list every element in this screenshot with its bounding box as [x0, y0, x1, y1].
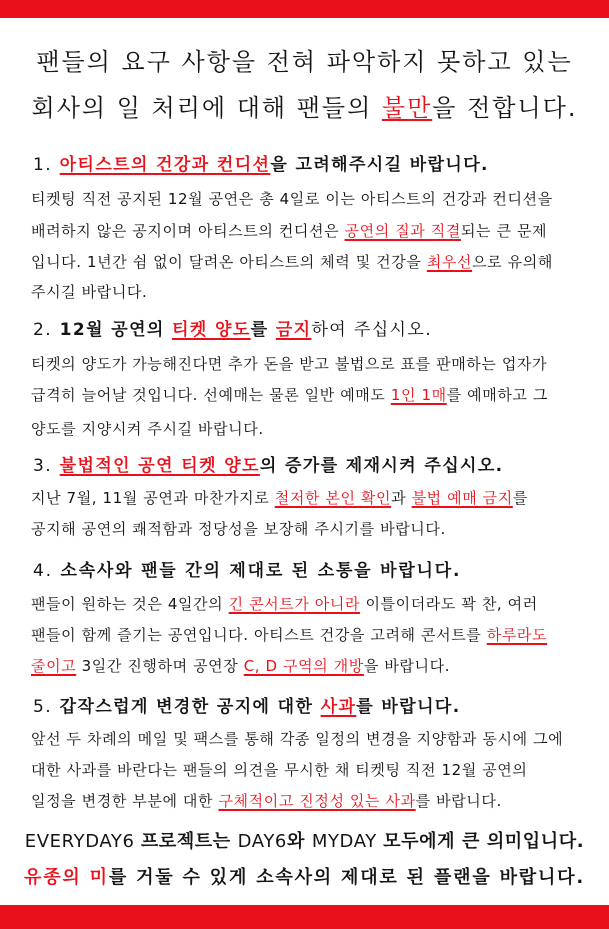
closing-text: 와	[286, 831, 312, 852]
body-text: 주시길 바랍니다.	[31, 283, 148, 301]
section-5-body-line-2	[31, 761, 528, 780]
section-2-body-line-3	[31, 420, 264, 439]
section-3-heading	[33, 455, 504, 477]
section-2-body-line-1	[31, 355, 547, 374]
title-text: 회사의 일 처리에 대해 팬들의	[31, 94, 382, 122]
body-emphasis: 최우선	[426, 253, 473, 271]
section-2-heading	[33, 319, 432, 341]
heading-text: 소속사와 팬들 간의 제대로 된 소통을 바랍니다.	[60, 561, 462, 581]
body-text: 이틀이더라도 꽉 찬, 여러	[360, 595, 538, 613]
body-text: 양도를 지양시켜 주시길 바랍니다.	[31, 420, 264, 438]
body-text: 지난 7월, 11월 공연과 마찬가지로	[31, 489, 275, 507]
section-number: 3.	[33, 456, 53, 476]
heading-text: 을 고려해주시길 바랍니다.	[270, 155, 489, 175]
heading-text: 12월 공연의	[59, 320, 173, 340]
section-3-body-line-1	[31, 489, 528, 508]
section-1-body-line-4	[31, 283, 147, 302]
body-emphasis: 불법 예매 금지	[411, 489, 513, 507]
bottom-red-bar	[0, 905, 609, 929]
section-2-body-line-2	[31, 386, 548, 405]
heading-emphasis: 사과	[320, 697, 357, 717]
body-text: 티켓의 양도가 가능해진다면 추가 돈을 받고 불법으로 표를 판매하는 업자가	[31, 355, 548, 373]
body-text: 되는 큰 문제	[460, 222, 548, 240]
section-1-body-line-1	[31, 190, 553, 209]
body-text: 를	[512, 489, 528, 507]
body-text: 티켓팅 직전 공지된 12월 공연은 총 4일로 이는 아티스트의 건강과 컨디션을	[31, 190, 553, 208]
section-5-body-line-3	[31, 792, 502, 811]
body-text: 공지해 공연의 쾌적함과 정당성을 보장해 주시기를 바랍니다.	[31, 520, 446, 538]
body-emphasis: 구체적이고 진정성 있는 사과	[218, 792, 416, 810]
section-5-heading	[33, 696, 461, 718]
body-text: 입니다. 1년간 쉼 없이 달려온 아티스트의 체력 및 건강을	[31, 253, 427, 271]
body-text: 를 바랍니다.	[415, 792, 502, 810]
section-5-body-line-1	[31, 730, 563, 749]
body-text: 을 바랍니다.	[363, 657, 451, 675]
heading-text: 하여 주십시오.	[311, 320, 433, 340]
body-text: 3일간 진행하며 공연장	[76, 657, 244, 675]
section-4-body-line-2	[31, 626, 547, 645]
body-emphasis: 철저한 본인 확인	[274, 489, 392, 507]
section-1-body-line-3	[31, 253, 553, 272]
closing-text: 를 거둘 수 있게 소속사의 제대로 된 플랜을 바랍니다.	[108, 867, 585, 888]
body-emphasis: 하루라도	[486, 626, 548, 644]
section-4-heading	[33, 560, 461, 582]
section-1-heading	[33, 154, 489, 176]
title-emphasis: 불만	[381, 94, 433, 122]
heading-emphasis: 불법적인 공연 티켓 양도	[59, 456, 260, 476]
section-3-body-line-2	[31, 520, 446, 539]
section-4-body-line-1	[31, 595, 538, 614]
title-text: 을 전합니다.	[432, 94, 578, 122]
heading-emphasis: 금지	[275, 320, 312, 340]
body-text: 일정을 변경한 부분에 대한	[31, 792, 219, 810]
heading-emphasis: 티켓 양도	[172, 320, 251, 340]
body-text: 으로 유의해	[472, 253, 553, 271]
closing-text: MYDAY	[311, 831, 384, 852]
body-emphasis: C, D 구역의 개방	[243, 657, 364, 675]
section-number: 4.	[33, 561, 53, 581]
title-line-1: 팬들의 요구 사항을 전혀 파악하지 못하고 있는	[36, 48, 573, 76]
heading-emphasis: 아티스트의 건강과 컨디션	[59, 155, 271, 175]
body-emphasis: 줄이고	[31, 657, 77, 675]
body-text: 급격히 늘어날 것입니다. 선예매는 물론 일반 예매도	[31, 386, 391, 404]
closing-text: EVERYDAY6	[24, 831, 141, 852]
body-text: 과	[391, 489, 412, 507]
title-line-2	[0, 93, 609, 123]
section-4-body-line-3	[31, 657, 450, 676]
top-red-bar	[0, 0, 609, 18]
body-text: 팬들이 원하는 것은 4일간의	[31, 595, 229, 613]
body-text: 를 예매하고 그	[446, 386, 548, 404]
section-number: 1.	[33, 155, 53, 175]
body-emphasis: 긴 콘서트가 아니라	[228, 595, 361, 613]
section-1-body-line-2	[31, 222, 547, 241]
closing-emphasis: 유종의 미	[24, 867, 109, 888]
heading-text: 를 바랍니다.	[356, 697, 461, 717]
body-text: 앞선 두 차례의 메일 및 팩스를 통해 각종 일정의 변경을 지양함과 동시에 그에	[31, 730, 564, 748]
body-text: 팬들이 함께 즐기는 공연입니다. 아티스트 건강을 고려해 콘서트를	[31, 626, 487, 644]
closing-line-2	[0, 866, 609, 890]
body-emphasis: 공연의 질과 직결	[344, 222, 461, 240]
heading-text: 갑작스럽게 변경한 공지에 대한	[59, 697, 321, 717]
closing-text: 프로젝트는	[140, 831, 238, 852]
closing-line-1	[0, 830, 609, 854]
closing-text: 모두에게 큰 의미입니다.	[383, 831, 585, 852]
closing-text: DAY6	[237, 831, 287, 852]
body-text: 배려하지 않은 공지이며 아티스트의 컨디션은	[31, 222, 345, 240]
section-number: 2.	[33, 320, 53, 340]
section-number: 5.	[33, 697, 53, 717]
heading-text: 의 증가를 제재시켜 주십시오.	[259, 456, 504, 476]
body-emphasis: 1인 1매	[390, 386, 447, 404]
body-text: 대한 사과를 바란다는 팬들의 의견을 무시한 채 티켓팅 직전 12월 공연의	[31, 761, 528, 779]
heading-text: 를	[250, 320, 276, 340]
